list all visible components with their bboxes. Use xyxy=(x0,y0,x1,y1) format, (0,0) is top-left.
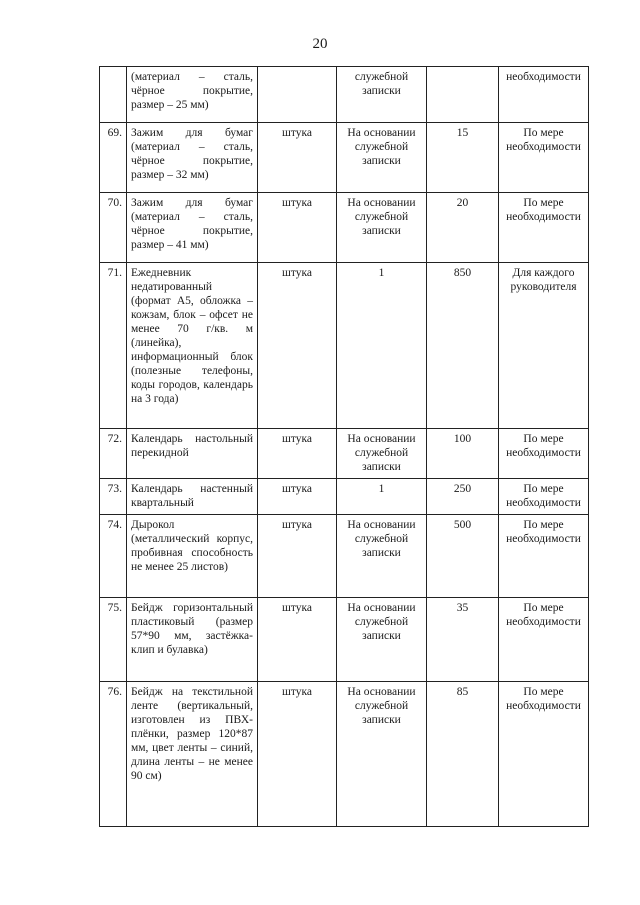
item-name-cell: Бейдж горизонтальный пластиковый (размер 57*90 мм, застёжка-клип и булавка) xyxy=(127,598,258,682)
item-name-cell: Ежедневник недатированный (формат А5, обложка – кожзам, блок – офсет не менее 70 г/кв. м (линейка), информационный блок (полезные телефоны, коды городов, календарь на 3 года) xyxy=(127,263,258,429)
item-price-cell: 20 xyxy=(427,193,499,263)
table-row xyxy=(100,682,589,827)
item-basis-cell: служебной записки xyxy=(337,67,427,123)
item-name-cell: Календарь настенный квартальный xyxy=(127,479,258,515)
item-basis-cell: На основании служебной записки xyxy=(337,193,427,263)
item-unit-cell: штука xyxy=(258,515,337,598)
item-note-cell: необходимости xyxy=(499,67,589,123)
item-name-cell: Зажим для бумаг (материал – сталь, чёрное покрытие, размер – 41 мм) xyxy=(127,193,258,263)
item-name-cell: Бейдж на текстильной ленте (вертикальный, изготовлен из ПВХ-плёнки, размер 120*87 мм, цвет ленты – синий, длина ленты – не менее 90 см) xyxy=(127,682,258,827)
item-price-cell: 35 xyxy=(427,598,499,682)
item-note-cell: По мере необходимости xyxy=(499,123,589,193)
item-unit-cell: штука xyxy=(258,123,337,193)
item-basis-cell: На основании служебной записки xyxy=(337,598,427,682)
item-note-cell: По мере необходимости xyxy=(499,515,589,598)
table-row xyxy=(100,598,589,682)
item-name-cell: Дырокол (металлический корпус, пробивная способность не менее 25 листов) xyxy=(127,515,258,598)
item-name-cell: Зажим для бумаг (материал – сталь, чёрное покрытие, размер – 32 мм) xyxy=(127,123,258,193)
item-unit-cell: штука xyxy=(258,479,337,515)
item-price-cell: 850 xyxy=(427,263,499,429)
item-basis-cell: На основании служебной записки xyxy=(337,429,427,479)
item-number-cell: 73. xyxy=(100,479,127,515)
item-unit-cell: штука xyxy=(258,429,337,479)
item-number-cell: 76. xyxy=(100,682,127,827)
item-price-cell: 15 xyxy=(427,123,499,193)
item-number-cell: 70. xyxy=(100,193,127,263)
item-price-cell: 500 xyxy=(427,515,499,598)
item-number-cell xyxy=(100,67,127,123)
item-number-cell: 71. xyxy=(100,263,127,429)
item-price-cell: 250 xyxy=(427,479,499,515)
item-name-cell: Календарь настольный перекидной xyxy=(127,429,258,479)
item-number-cell: 74. xyxy=(100,515,127,598)
table-row xyxy=(100,479,589,515)
table-row xyxy=(100,429,589,479)
item-number-cell: 72. xyxy=(100,429,127,479)
item-note-cell: По мере необходимости xyxy=(499,598,589,682)
table-row xyxy=(100,123,589,193)
item-note-cell: По мере необходимости xyxy=(499,429,589,479)
item-number-cell: 75. xyxy=(100,598,127,682)
item-price-cell xyxy=(427,67,499,123)
table-row xyxy=(100,67,589,123)
item-unit-cell: штука xyxy=(258,263,337,429)
table-row xyxy=(100,515,589,598)
item-unit-cell: штука xyxy=(258,193,337,263)
item-price-cell: 100 xyxy=(427,429,499,479)
item-basis-cell: 1 xyxy=(337,263,427,429)
page-number: 20 xyxy=(312,36,328,52)
item-note-cell: По мере необходимости xyxy=(499,193,589,263)
item-note-cell: Для каждого руководителя xyxy=(499,263,589,429)
item-number-cell: 69. xyxy=(100,123,127,193)
supply-table xyxy=(99,66,589,827)
item-unit-cell: штука xyxy=(258,598,337,682)
item-name-cell: (материал – сталь, чёрное покрытие, размер – 25 мм) xyxy=(127,67,258,123)
item-unit-cell: штука xyxy=(258,682,337,827)
item-basis-cell: 1 xyxy=(337,479,427,515)
item-basis-cell: На основании служебной записки xyxy=(337,682,427,827)
item-basis-cell: На основании служебной записки xyxy=(337,123,427,193)
table-row xyxy=(100,263,589,429)
item-note-cell: По мере необходимости xyxy=(499,682,589,827)
item-unit-cell xyxy=(258,67,337,123)
item-note-cell: По мере необходимости xyxy=(499,479,589,515)
table-body xyxy=(100,67,589,827)
item-basis-cell: На основании служебной записки xyxy=(337,515,427,598)
table-row xyxy=(100,193,589,263)
item-price-cell: 85 xyxy=(427,682,499,827)
